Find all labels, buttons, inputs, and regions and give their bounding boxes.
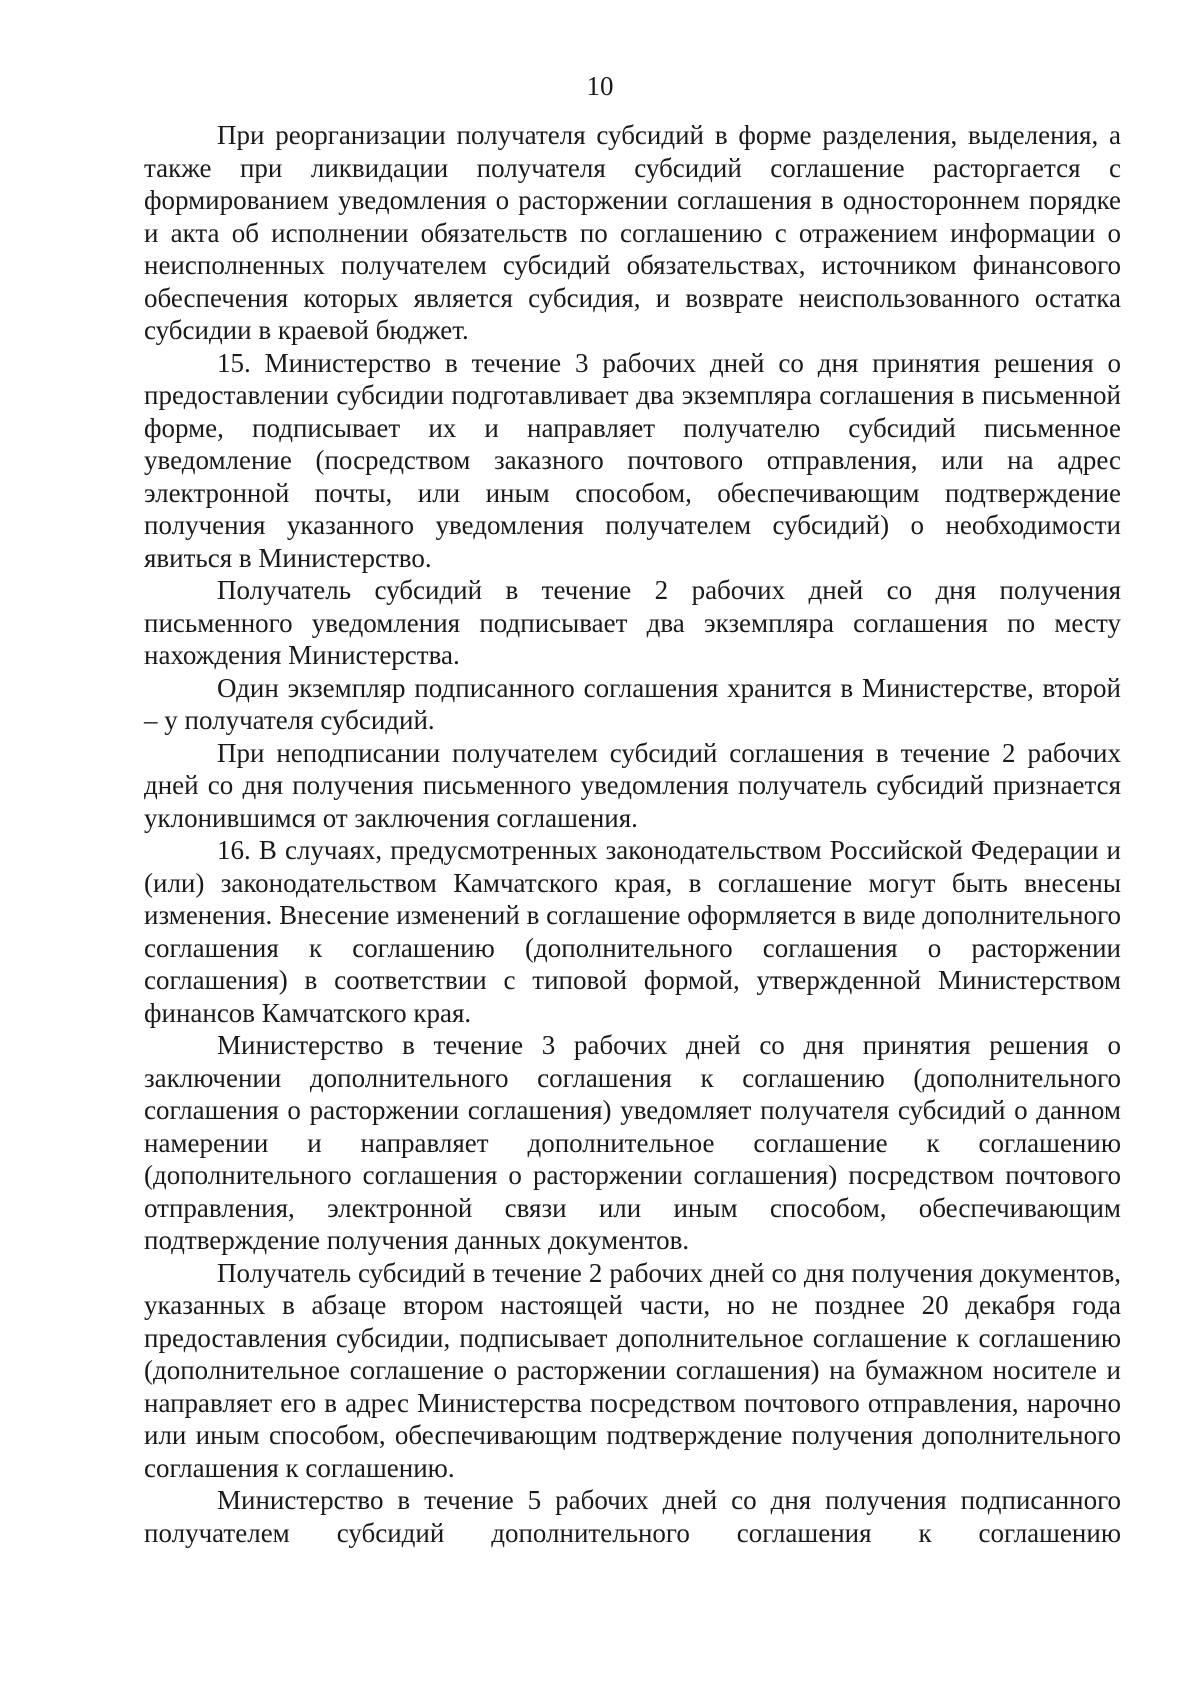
document-body [144, 119, 1121, 1549]
paragraph-recipient-signs-additional: Получатель субсидий в течение 2 рабочих дней со дня получения документов, указанных в абзаце втором настоящей части, но не позднее 20 декабря года предоставления субсидии, подписывает дополнительное соглашение к соглашению (дополнительное соглашение о расторжении соглашения) на бумажном носителе и направляет его в адрес Министерства посредством почтового отправления, нарочно или иным способом, обеспечивающим подтверждение получения дополнительного соглашения к соглашению. [144, 1257, 1121, 1483]
paragraph-ministry-receives: Министерство в течение 5 рабочих дней со дня получения подписанного получателем субсидий дополнительного соглашения к соглашению [144, 1485, 1121, 1548]
paragraph-unsigned-agreement: При неподписании получателем субсидий соглашения в течение 2 рабочих дней со дня получения письменного уведомления получатель субсидий признается уклонившимся от заключения соглашения. [144, 737, 1121, 833]
paragraph-reorganization: При реорганизации получателя субсидий в форме разделения, выделения, а также при ликвидации получателя субсидий соглашение расторгается с формированием уведомления о расторжении соглашения в одностороннем порядке и акта об исполнении обязательств по соглашению с отражением информации о неисполненных получателем субсидий обязательствах, источником финансового обеспечения которых является субсидия, и возврате неиспользованного остатка субсидии в краевой бюджет. [144, 120, 1121, 345]
paragraph-ministry-notifies: Министерство в течение 3 рабочих дней со дня принятия решения о заключении дополнительного соглашения к соглашению (дополнительного соглашения о расторжении соглашения) уведомляет получателя субсидий о данном намерении и направляет дополнительное соглашение к соглашению (дополнительного соглашения о расторжении соглашения) посредством почтового отправления, электронной связи или иным способом, обеспечивающим подтверждение получения данных документов. [144, 1030, 1121, 1255]
page-number: 10 [586, 71, 614, 101]
paragraph-copy-storage: Один экземпляр подписанного соглашения хранится в Министерстве, второй – у получателя субсидий. [144, 672, 1121, 735]
paragraph-clause-15: 15. Министерство в течение 3 рабочих дней со дня принятия решения о предоставлении субсидии подготавливает два экземпляра соглашения в письменной форме, подписывает их и направляет получателю субсидий письменное уведомление (посредством заказного почтового отправления, или на адрес электронной почты, или иным способом, обеспечивающим подтверждение получения указанного уведомления получателем субсидий) о необходимости явиться в Министерство. [144, 347, 1121, 573]
paragraph-recipient-signs: Получатель субсидий в течение 2 рабочих дней со дня получения письменного уведомления подписывает два экземпляра соглашения по месту нахождения Министерства. [144, 575, 1121, 670]
paragraph-clause-16: 16. В случаях, предусмотренных законодательством Российской Федерации и (или) законодательством Камчатского края, в соглашение могут быть внесены изменения. Внесение изменений в соглашение оформляется в виде дополнительного соглашения к соглашению (дополнительного соглашения о расторжении соглашения) в соответствии с типовой формой, утвержденной Министерством финансов Камчатского края. [144, 835, 1121, 1028]
